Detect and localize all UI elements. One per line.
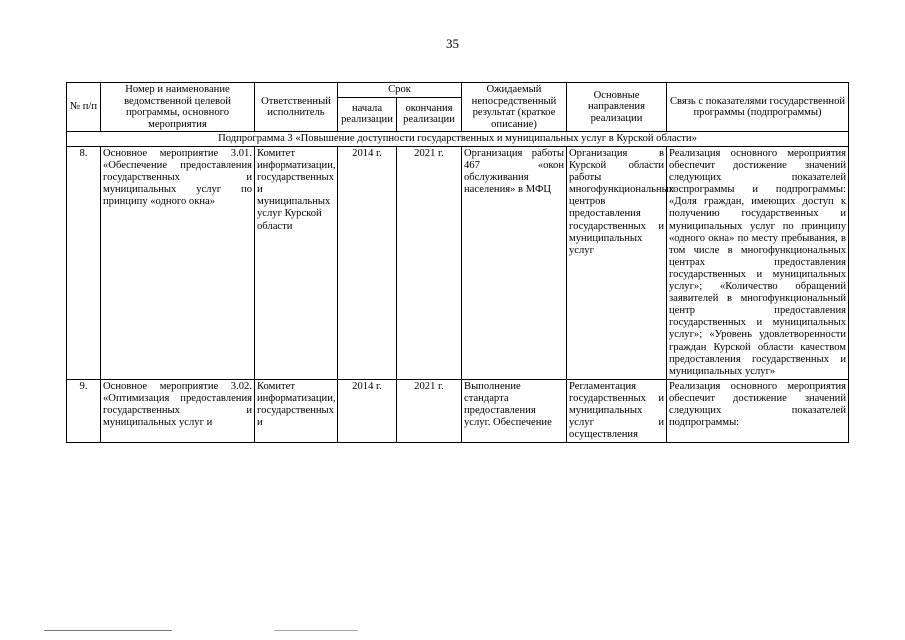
header-result: Ожидаемый непосредственный результат (краткое описание)	[462, 83, 567, 132]
row-directions: Организация в Курской области работы многофункциональных центров предоставления государственных и муниципальных услуг	[567, 147, 667, 380]
row-link: Реализация основного мероприятия обеспечит достижение значений следующих показателей подпрограммы:	[667, 379, 849, 442]
row-name: Основное мероприятие 3.02. «Оптимизация предоставления государственных и муниципальных услуг и	[101, 379, 255, 442]
row-result: Организация работы 467 «окон обслуживания населения» в МФЦ	[462, 147, 567, 380]
row-start: 2014 г.	[338, 147, 397, 380]
row-start: 2014 г.	[338, 379, 397, 442]
header-term-end: окончания реализации	[397, 97, 462, 131]
header-executor: Ответственный исполнитель	[255, 83, 338, 132]
header-num: № п/п	[67, 83, 101, 132]
footer-rule	[44, 630, 354, 632]
row-link: Реализация основного мероприятия обеспечит достижение значений следующих показателей госпрограммы и подпрограммы: «Доля граждан, имеющих доступ к получению государственных и муниципальных услуг по принципу «одного окна» по месту пребывания, в том числе в многофункциональных центрах предоставления государственных и муниципальных услуг»; «Количество обращений заявителей в многофункциональный центр предоставления государственных и муниципальных услуг»; «Уровень удовлетворенности граждан Курской области качеством предоставления государственных и муниципальных услуг»	[667, 147, 849, 380]
page-number: 35	[446, 36, 459, 51]
table-row	[67, 379, 849, 442]
row-executor: Комитет информатизации, государственных и	[255, 379, 338, 442]
header-term-start: начала реализации	[338, 97, 397, 131]
row-directions: Регламентация государственных и муниципальных услуг и осуществления	[567, 379, 667, 442]
header-directions: Основные направления реализации	[567, 83, 667, 132]
row-end: 2021 г.	[397, 147, 462, 380]
header-term: Срок	[338, 83, 462, 98]
row-end: 2021 г.	[397, 379, 462, 442]
subprogram-row	[67, 132, 849, 147]
footer-line	[274, 630, 358, 631]
header-link: Связь с показателями государственной программы (подпрограммы)	[667, 83, 849, 132]
row-num: 8.	[67, 147, 101, 380]
row-num: 9.	[67, 379, 101, 442]
program-table	[66, 82, 849, 443]
row-name: Основное мероприятие 3.01. «Обеспечение предоставления государственных и муниципальных услуг по принципу «одного окна»	[101, 147, 255, 380]
table-row	[67, 147, 849, 380]
subprogram-title: Подпрограмма 3 «Повышение доступности государственных и муниципальных услуг в Курской области»	[67, 132, 849, 147]
row-result: Выполнение стандарта предоставления услуг. Обеспечение	[462, 379, 567, 442]
footer-line	[44, 630, 172, 631]
row-executor: Комитет информатизации, государственных и муниципальных услуг Курской области	[255, 147, 338, 380]
header-name: Номер и наименование ведомственной целевой программы, основного мероприятия	[101, 83, 255, 132]
